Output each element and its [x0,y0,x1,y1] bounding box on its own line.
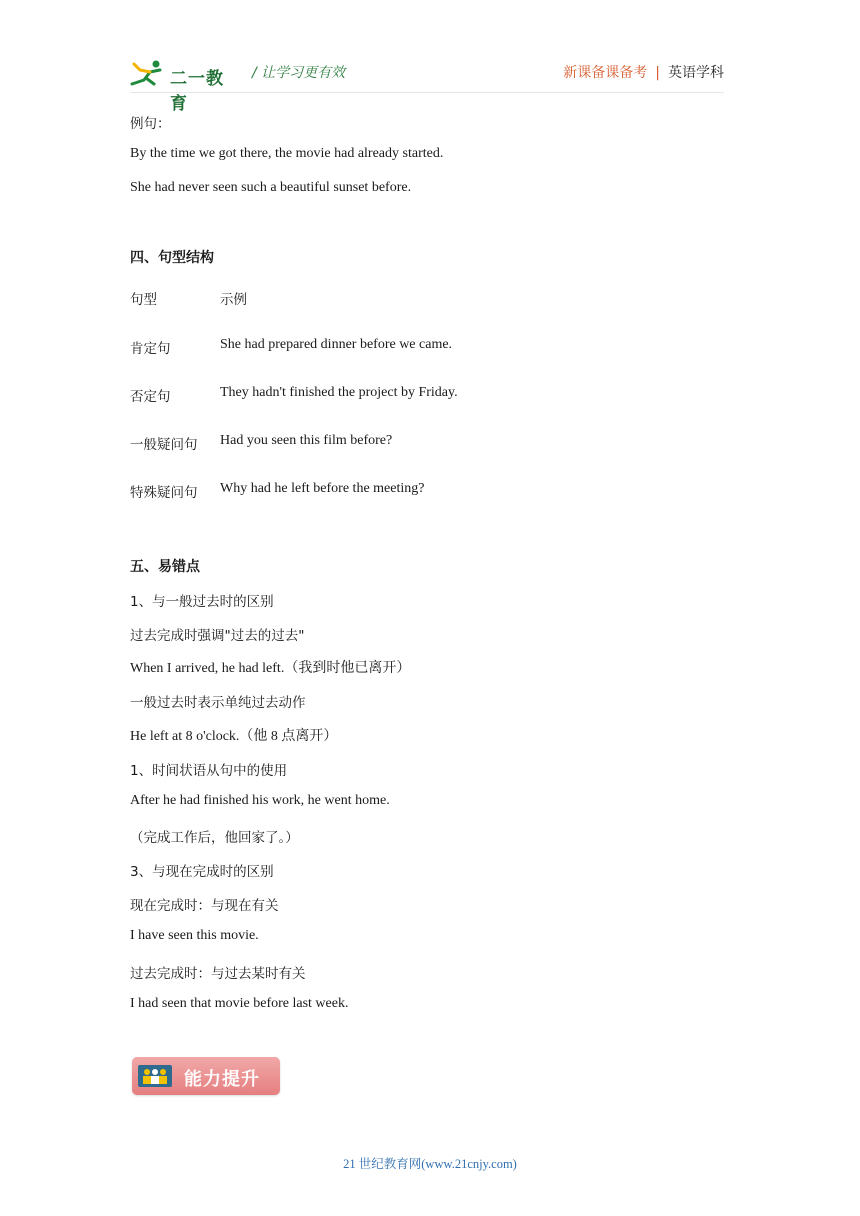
text-line: I had seen that movie before last week. [130,996,349,1011]
header-divider [130,92,724,93]
text-line: 3、与现在完成时的区别 [130,864,274,880]
table-header-cell: 句型 [130,292,157,308]
header-subject-label: 英语学科 [668,65,724,81]
table-cell-type: 一般疑问句 [130,437,198,453]
text-line: 现在完成时：与现在有关 [130,898,279,914]
people-icon [138,1065,172,1087]
text-line: 一般过去时表示单纯过去动作 [130,695,306,711]
header-course-label: 新课备课备考 [563,65,648,81]
header-separator: | [655,65,660,81]
table-cell-example: They hadn't finished the project by Friday. [220,385,458,400]
page-footer: 21 世纪教育网(www.21cnjy.com) [343,1157,517,1171]
table-cell-example: Had you seen this film before? [220,433,393,448]
text-line: He left at 8 o'clock.（他 8 点离开） [130,729,338,744]
table-cell-type: 特殊疑问句 [130,485,198,501]
example-sentence: By the time we got there, the movie had already started. [130,146,444,161]
text-line: After he had finished his work, he went home. [130,793,390,808]
table-cell-type: 肯定句 [130,341,171,357]
example-sentence: She had never seen such a beautiful sunset before. [130,180,412,195]
section-heading: 五、易错点 [130,559,200,575]
text-line: 过去完成时：与过去某时有关 [130,966,306,982]
text-line: I have seen this movie. [130,928,259,943]
example-label: 例句： [130,116,171,132]
page-header [130,56,724,114]
table-row [130,337,630,357]
table-row [130,385,630,405]
table-cell-example: She had prepared dinner before we came. [220,337,453,352]
table-header-row [130,288,630,308]
text-line: （完成工作后，他回家了。） [130,830,299,846]
text-line: 1、与一般过去时的区别 [130,594,274,610]
table-cell-type: 否定句 [130,389,171,405]
table-cell-example: Why had he left before the meeting? [220,481,425,496]
table-row [130,481,630,501]
table-header-cell: 示例 [220,292,247,308]
text-line: 1、时间状语从句中的使用 [130,763,288,779]
header-right [563,62,724,82]
table-row [130,433,630,453]
logo-text: 二一教育 [170,69,224,114]
logo [130,58,240,114]
text-line: When I arrived, he had left.（我到时他已离开） [130,661,411,676]
badge-label: 能力提升 [184,1069,260,1090]
section-heading: 四、句型结构 [130,250,214,266]
slogan: / 让学习更有效 [252,65,346,81]
ability-badge [132,1057,280,1095]
text-line: 过去完成时强调"过去的过去" [130,628,305,644]
runner-logo-icon [130,58,170,88]
